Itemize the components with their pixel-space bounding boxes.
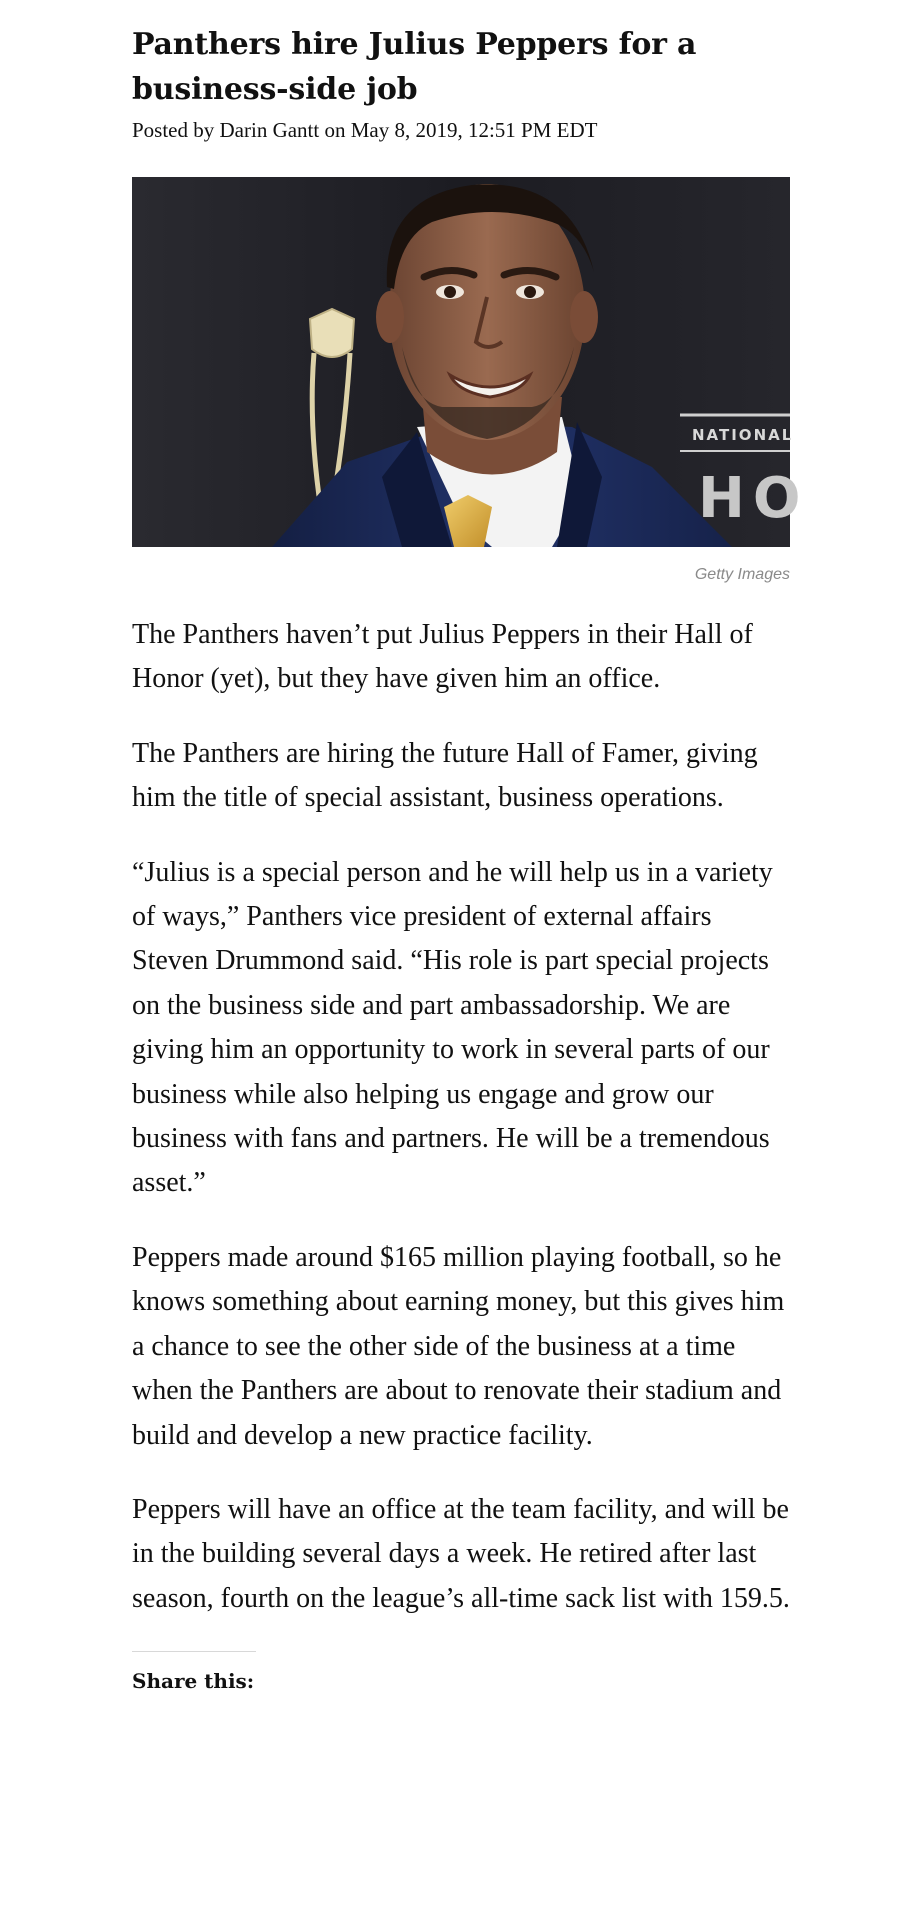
portrait-illustration [132, 177, 809, 547]
byline: Posted by Darin Gantt on May 8, 2019, 12:51 PM EDT [132, 118, 598, 142]
backdrop-sign [680, 415, 808, 531]
backdrop-text-ho: HO [698, 466, 809, 531]
article-title: Panthers hire Julius Peppers for a business-side job [132, 27, 697, 107]
article [132, 0, 809, 1694]
paragraph: Peppers will have an office at the team facility, and will be in the building several days a week. He retired after last season, fourth on the league’s all-time sack list with 159.5. [132, 1493, 790, 1614]
paragraph: Peppers made around $165 million playing football, so he knows something about earning money, but this gives him a chance to see the other side of the business at a time when the Panthers are about to renovate their stadium and build and develop a new practice facility. [132, 1241, 785, 1451]
article-photo [132, 177, 809, 547]
paragraph: The Panthers haven’t put Julius Peppers in their Hall of Honor (yet), but they have given him an office. [132, 619, 753, 695]
photo-credit: Getty Images [694, 566, 790, 583]
article-body [132, 613, 790, 1621]
paragraph: “Julius is a special person and he will help us in a variety of ways,” Panthers vice president of external affairs Steven Drummond said. “His role is part special projects on the business side and part ambassadorship. We are giving him an opportunity to work in several parts of our business while also helping us engage and grow our business with fans and partners. He will be a tremendous asset.” [132, 856, 773, 1199]
share-divider [132, 1651, 256, 1652]
paragraph: The Panthers are hiring the future Hall of Famer, giving him the title of special assistant, business operations. [132, 737, 758, 814]
share-heading: Share this: [132, 1669, 255, 1694]
backdrop-text-national: NATIONAL [692, 426, 794, 444]
